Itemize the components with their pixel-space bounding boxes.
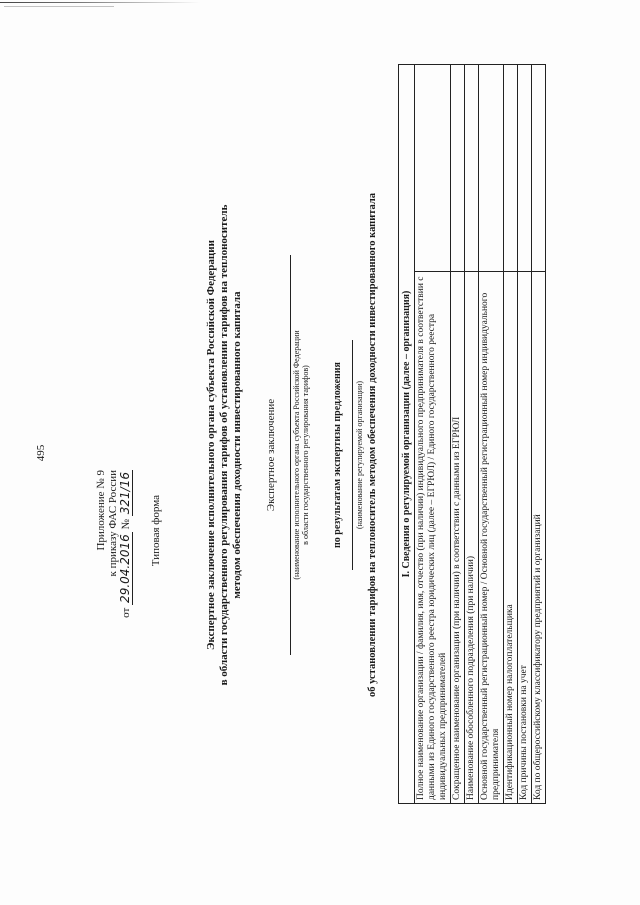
title-line-2: в области государственного регулирования тарифов об установлении тарифов на теплоноситель [218, 204, 230, 686]
table-row [451, 65, 465, 804]
form-type-label: Типовая форма [150, 495, 162, 567]
row-label-full-name: Полное наименование организации / фамилия, имя, отчество (при наличии) индивидуального предпринимателя в соответствии с данными из Единого государственного реестра юридических лиц (далее – ЕГРЮЛ) / Единого государственного реестра индивидуальных предпринимателей [415, 272, 451, 804]
appendix-from: от [120, 607, 132, 618]
row-label-okpo: Код по общероссийскому классификатору предприятий и организаций [532, 272, 546, 804]
document-subtitle: Экспертное заключение [265, 398, 277, 512]
appendix-line-1: Приложение № 9 [95, 470, 107, 551]
org-name-blank-line [290, 255, 291, 655]
row-value-full-name [415, 65, 451, 272]
org-caption [292, 255, 310, 655]
organization-info-table [398, 64, 546, 804]
appendix-date-line [119, 470, 132, 690]
row-value-ogrn [479, 65, 504, 272]
title-line-3: методом обеспечения доходности инвестированного капитала [231, 291, 243, 599]
title-line-1: Экспертное заключение исполнительного органа субъекта Российской Федерации [205, 240, 217, 650]
section-header: I. Сведения о регулируемой организации (далее – организация) [399, 65, 415, 804]
table-row [479, 65, 504, 804]
expertise-line: по результатам экспертизы предложения [332, 362, 343, 548]
row-label-kpp: Код причины постановки на учет [518, 272, 532, 804]
table-row [518, 65, 532, 804]
table-row [504, 65, 518, 804]
row-value-kpp [518, 65, 532, 272]
row-value-short-name [451, 65, 465, 272]
appendix-date: 29.04.2016 [118, 534, 132, 603]
row-label-ogrn: Основной государственный регистрационный номер / Основной государственный регистрационный номер индивидуального предпринимателя [479, 272, 504, 804]
org-caption-line-2: в области государственного регулирования тарифов) [301, 365, 310, 545]
method-line: об установлении тарифов на теплоноситель методом обеспечения доходности инвестированного капитала [367, 192, 378, 698]
table-row [532, 65, 546, 804]
table-row [415, 65, 451, 804]
appendix-number-sign: № [120, 518, 132, 530]
appendix-block [95, 470, 132, 690]
table-header-row [399, 65, 415, 804]
regulated-org-blank-line [352, 340, 353, 570]
row-value-okpo [532, 65, 546, 272]
row-label-subdivision: Наименование обособленного подразделения (при наличии) [465, 272, 479, 804]
row-value-inn [504, 65, 518, 272]
page-number: 495 [35, 444, 47, 462]
row-label-inn: Идентификационный номер налогоплательщика [504, 272, 518, 804]
document-title [205, 105, 244, 785]
appendix-line-2: к приказу ФАС России [107, 470, 119, 577]
regulated-org-caption: (наименование регулируемой организации) [355, 380, 364, 530]
appendix-number: 321/16 [118, 472, 132, 515]
org-caption-line-1: (наименование исполнительного органа субъекта Российской Федерации [292, 330, 301, 580]
row-label-short-name: Сокращенное наименование организации (при наличии) в соответствии с данными из ЕГРЮЛ [451, 272, 465, 804]
row-value-subdivision [465, 65, 479, 272]
table-row [465, 65, 479, 804]
